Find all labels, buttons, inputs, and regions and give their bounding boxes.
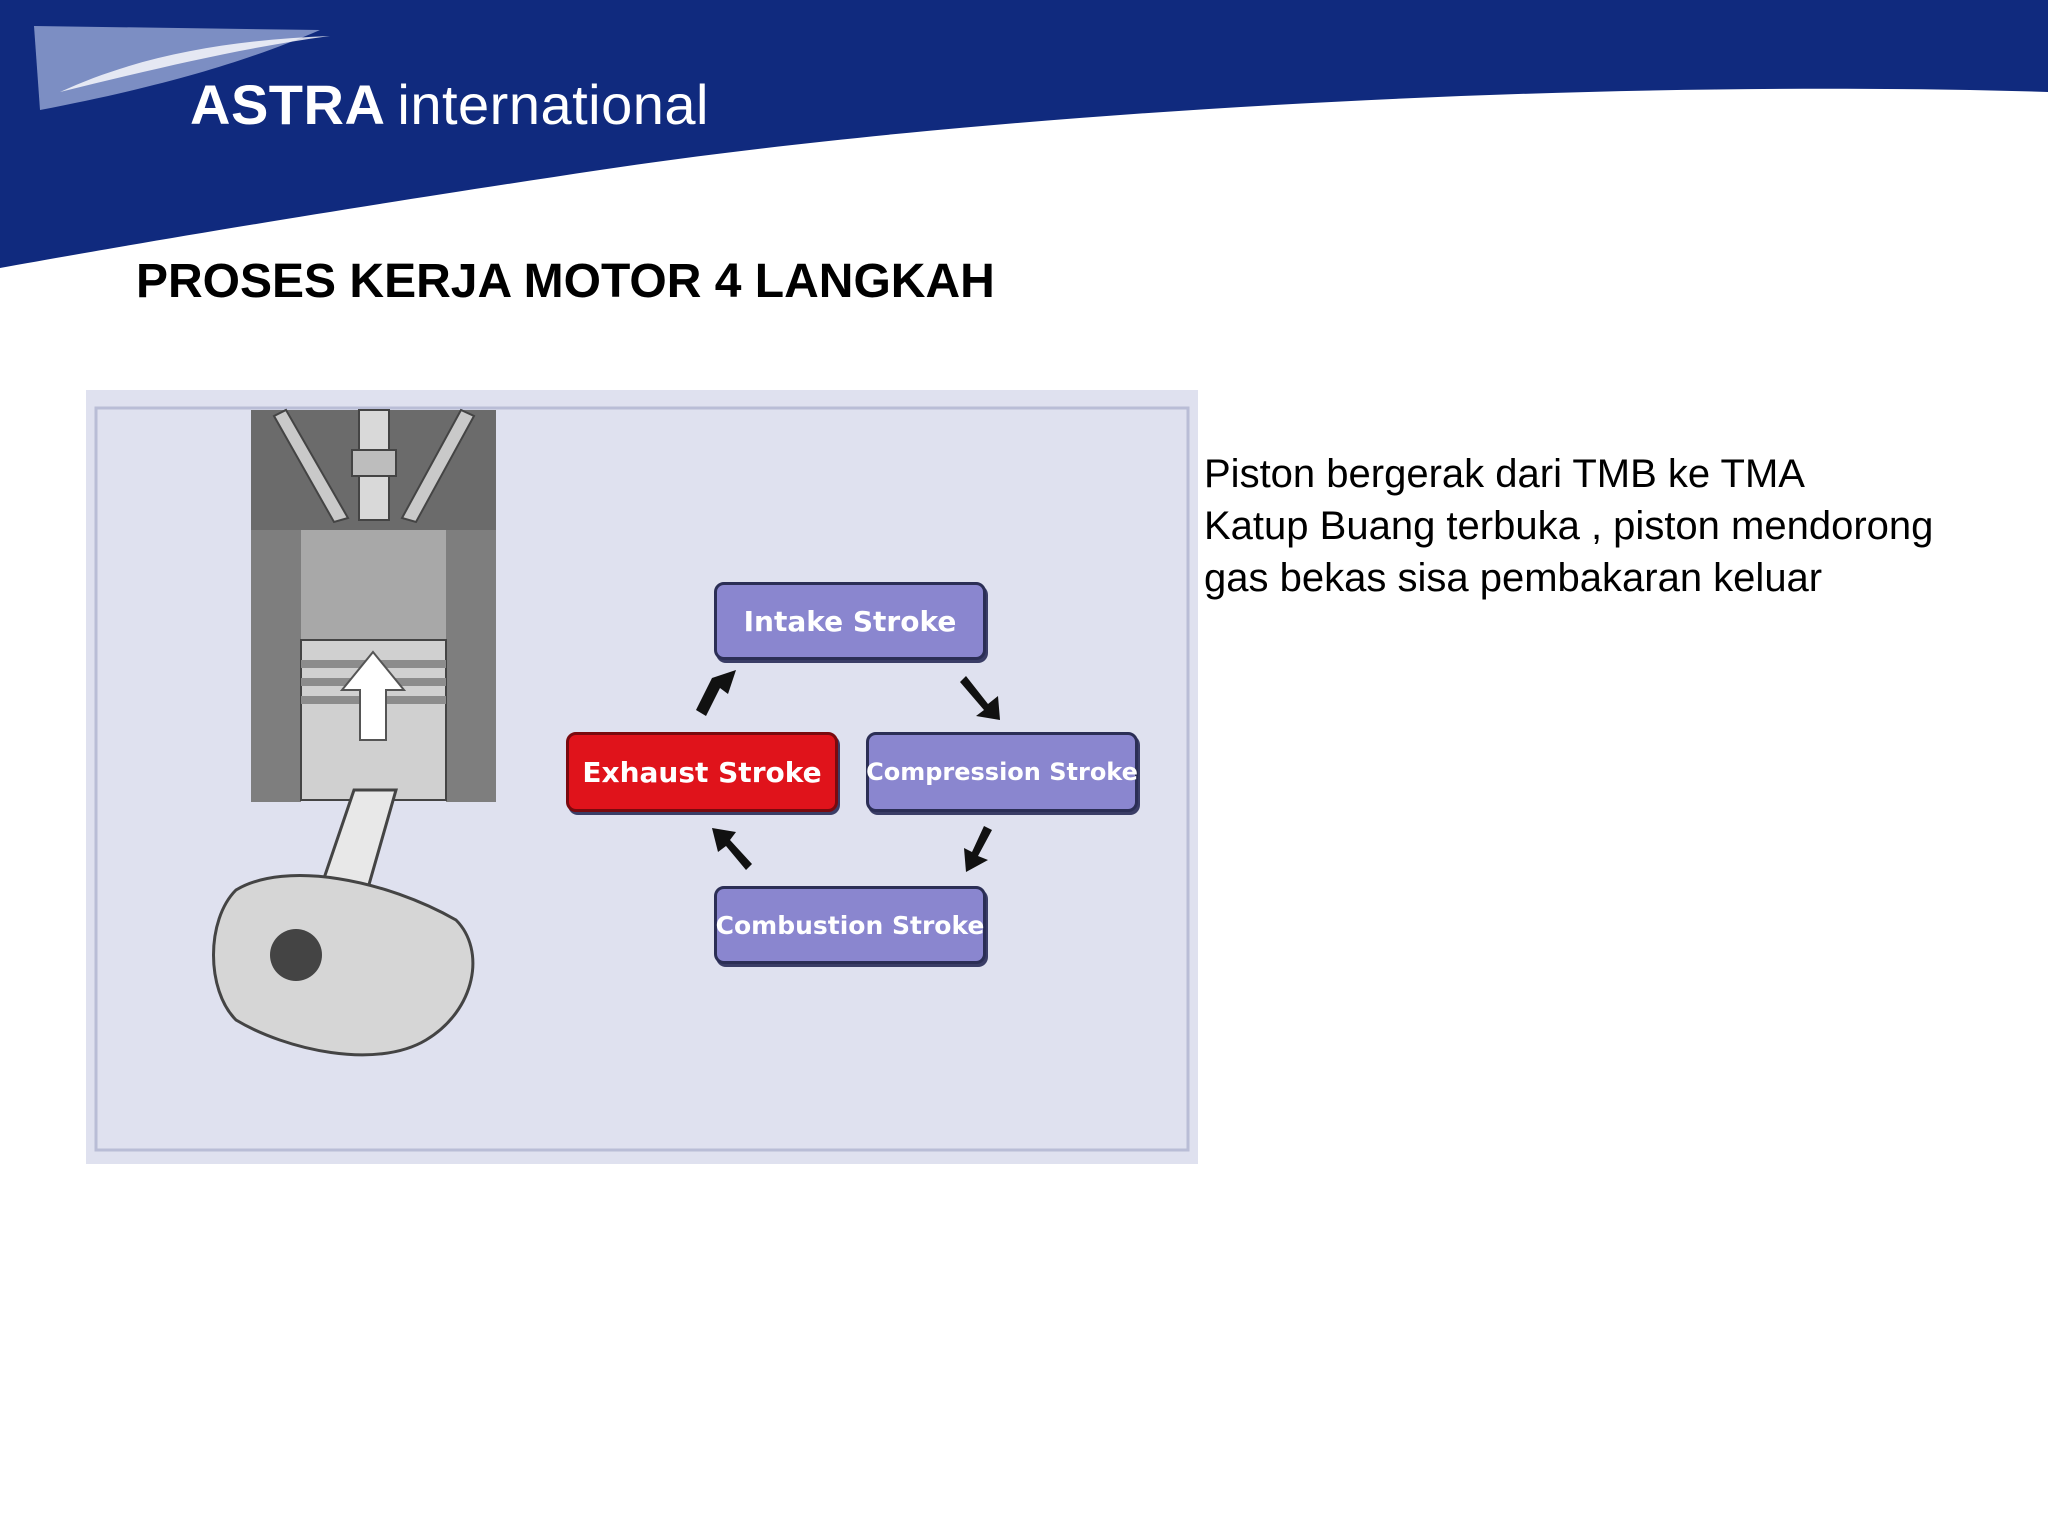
stroke-box: Combustion Stroke [714, 886, 986, 964]
logo-suffix: international [397, 73, 709, 136]
stroke-box: Intake Stroke [714, 582, 986, 660]
four-stroke-diagram [86, 390, 1198, 1164]
description-line: Katup Buang terbuka , piston mendorong [1204, 504, 1934, 548]
arrow-combustion-to-exhaust-icon [712, 828, 752, 870]
arrow-intake-to-compression-icon [960, 676, 1000, 720]
description-line: gas bekas sisa pembakaran keluar [1204, 556, 1823, 600]
combustion-chamber [301, 530, 446, 640]
page-title: PROSES KERJA MOTOR 4 LANGKAH [136, 255, 995, 308]
stroke-box: Exhaust Stroke [566, 732, 838, 812]
crankshaft [214, 876, 473, 1055]
arrow-compression-to-combustion-icon [964, 826, 992, 872]
stroke-box: Compression Stroke [866, 732, 1138, 812]
logo-brand: ASTRA [190, 73, 386, 136]
arrow-exhaust-to-intake-icon [696, 670, 736, 716]
description-line: Piston bergerak dari TMB ke TMA [1204, 452, 1805, 496]
astra-logo [190, 72, 709, 137]
stroke-description [1204, 448, 2024, 604]
